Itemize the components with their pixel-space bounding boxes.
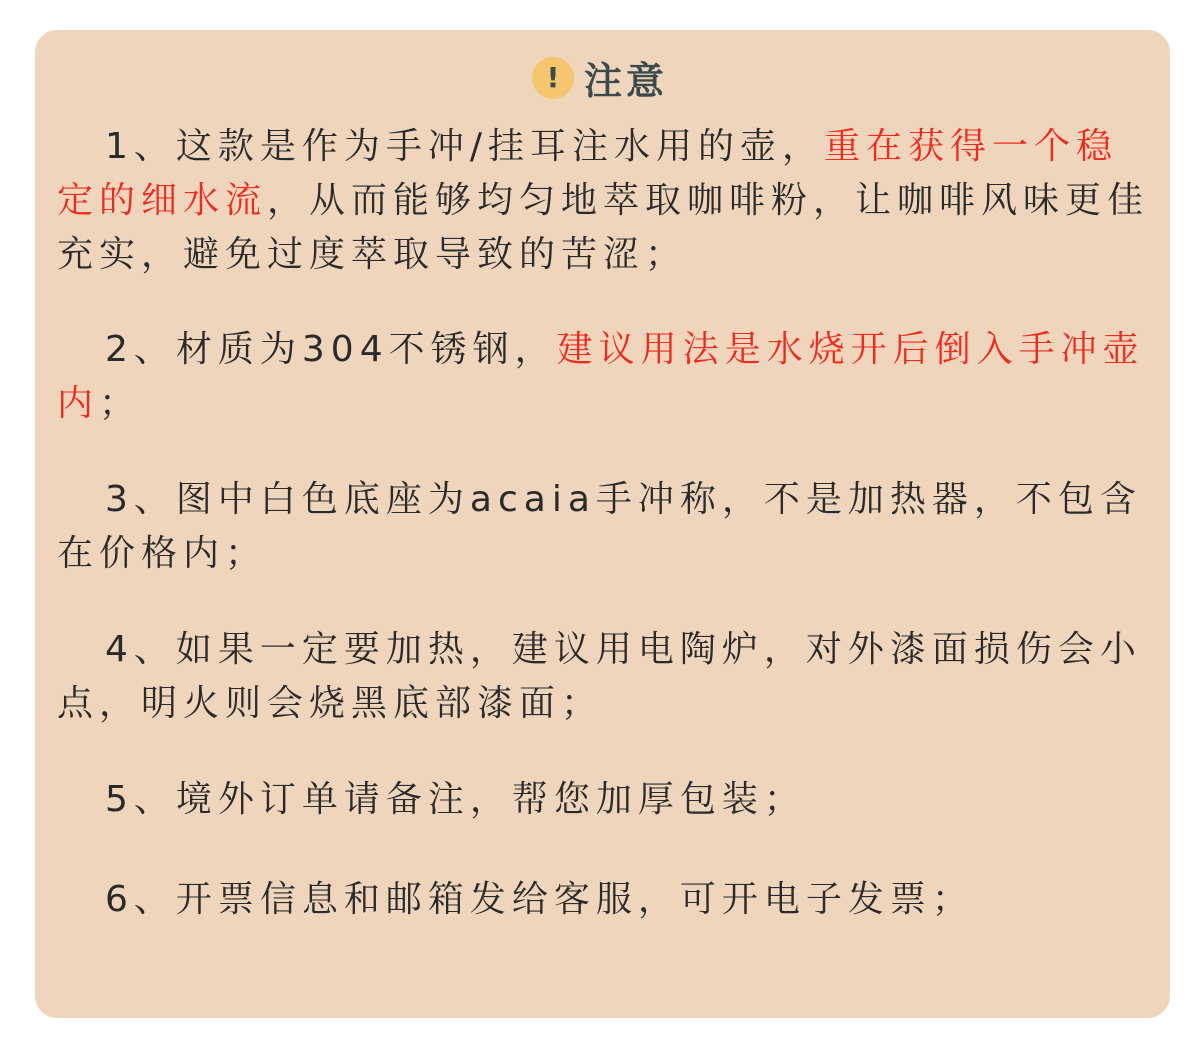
- note-1-tail: ，从而能够均匀地萃取咖啡粉，让咖啡风味更佳充实，避免过度萃取导致的苦涩；: [57, 180, 1150, 275]
- note-4: [57, 623, 1157, 731]
- notice-title: 注意: [583, 59, 668, 103]
- note-3: [57, 473, 1157, 581]
- note-6: [57, 873, 1157, 927]
- note-5-text: 5、境外订单请备注，帮您加厚包装；: [105, 779, 806, 820]
- note-1-highlight: 重在获得一个稳定的细水流: [57, 126, 1119, 221]
- exclamation-icon: !: [532, 57, 574, 99]
- note-2-highlight: 建议用法是水烧开后倒入手冲壶内: [57, 329, 1145, 424]
- note-5: [57, 773, 1157, 827]
- note-1-text: 1、这款是作为手冲/挂耳注水用的壶，: [105, 126, 825, 167]
- note-2-text: 2、材质为304不锈钢，: [105, 329, 557, 370]
- note-4-text: 4、如果一定要加热，建议用电陶炉，对外漆面损伤会小点，明火则会烧黑底部漆面；: [57, 629, 1142, 724]
- notice-header: [0, 50, 1200, 105]
- note-2-tail: ；: [99, 383, 142, 424]
- note-6-text: 6、开票信息和邮箱发给客服，可开电子发票；: [105, 879, 974, 920]
- note-2: [57, 323, 1157, 431]
- note-1: [57, 120, 1157, 282]
- note-3-text: 3、图中白色底座为acaia手冲称，不是加热器，不包含在价格内；: [57, 479, 1142, 574]
